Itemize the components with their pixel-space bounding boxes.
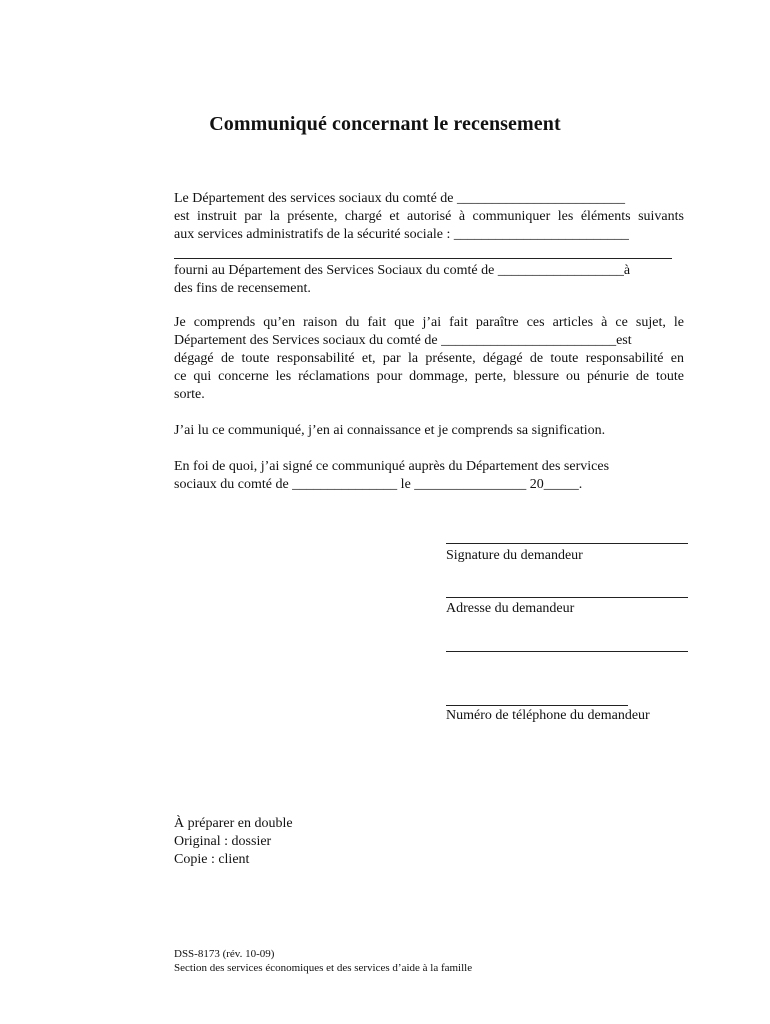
paragraph-line: aux services administratifs de la sécurité sociale : _________________________: [174, 227, 629, 242]
address-label: Adresse du demandeur: [446, 601, 575, 616]
note-line: Original : dossier: [174, 834, 272, 849]
document-title: Communiqué concernant le recensement: [209, 113, 561, 135]
paragraph-line: est instruit par la présente, chargé et autorisé à communiquer les éléments suivants: [174, 209, 684, 224]
address-line-2[interactable]: [446, 651, 688, 652]
address-line[interactable]: [446, 597, 688, 598]
blank-row: [174, 244, 684, 262]
paragraph-line: dégagé de toute responsabilité et, par la présente, dégagé de toute responsabilité en: [174, 351, 684, 366]
paragraph-line: des fins de recensement.: [174, 281, 311, 296]
acknowledgement-paragraph: [174, 422, 684, 440]
paragraph-line: J’ai lu ce communiqué, j’en ai connaissance et je comprends sa signification.: [174, 423, 606, 438]
paragraph-line: sociaux du comté de _______________ le ________________ 20_____.: [174, 477, 583, 492]
note-line: Copie : client: [174, 852, 250, 867]
release-paragraph: [174, 190, 684, 298]
signature-label: Signature du demandeur: [446, 548, 583, 563]
paragraph-line: Département des Services sociaux du comté de _________________________est: [174, 333, 632, 348]
liability-paragraph: [174, 314, 684, 404]
paragraph-line: ce qui concerne les réclamations pour dommage, perte, blessure ou pénurie de toute: [174, 369, 684, 384]
form-number: DSS-8173 (rév. 10-09): [174, 948, 275, 960]
info-blank-line: [174, 258, 672, 259]
paragraph-line: Je comprends qu’en raison du fait que j’ai fait paraître ces articles à ce sujet, le: [174, 315, 684, 330]
paragraph-line: sorte.: [174, 387, 205, 402]
section-name: Section des services économiques et des services d’aide à la famille: [174, 962, 473, 974]
distribution-notes: [174, 815, 293, 869]
note-line: À préparer en double: [174, 816, 293, 831]
witness-paragraph: [174, 458, 684, 494]
phone-label: Numéro de téléphone du demandeur: [446, 708, 650, 723]
form-footer: [174, 947, 472, 975]
paragraph-line: Le Département des services sociaux du comté de ________________________: [174, 191, 626, 206]
phone-line[interactable]: [446, 705, 628, 706]
paragraph-line: En foi de quoi, j’ai signé ce communiqué auprès du Département des services: [174, 459, 610, 474]
paragraph-line: fourni au Département des Services Sociaux du comté de __________________à: [174, 263, 631, 278]
signature-line[interactable]: [446, 543, 688, 544]
